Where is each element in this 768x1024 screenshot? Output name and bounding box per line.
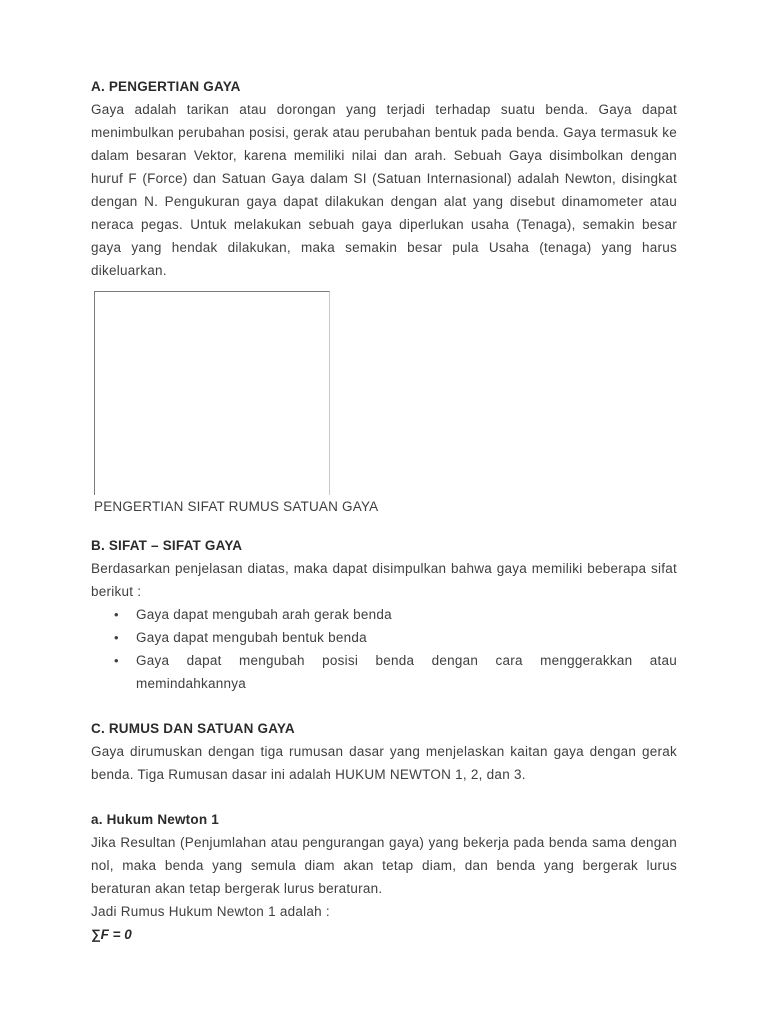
section-c-paragraph: Gaya dirumuskan dengan tiga rumusan dasar yang menjelaskan kaitan gaya dengan gerak benda. Tiga Rumusan dasar ini adalah HUKUM NEWTON 1, 2, dan 3.	[91, 744, 677, 782]
subsection-a-heading: a. Hukum Newton 1	[91, 812, 219, 827]
newton-1-formula: ∑F = 0	[91, 927, 132, 942]
section-b-paragraph: Berdasarkan penjelasan diatas, maka dapat disimpulkan bahwa gaya memiliki beberapa sifat berikut :	[91, 561, 677, 599]
list-item	[91, 649, 677, 695]
list-item	[91, 626, 677, 649]
list-item-text: Gaya dapat mengubah posisi benda dengan cara menggerakkan atau memindahkannya	[136, 653, 677, 691]
section-b-heading: B. SIFAT – SIFAT GAYA	[91, 538, 243, 553]
list-item-text: Gaya dapat mengubah bentuk benda	[136, 630, 367, 645]
figure-caption: PENGERTIAN SIFAT RUMUS SATUAN GAYA	[94, 499, 379, 514]
bullet-icon: •	[114, 607, 119, 622]
bullet-icon: •	[114, 653, 119, 668]
figure-image-placeholder	[94, 291, 330, 495]
bullet-icon: •	[114, 630, 119, 645]
subsection-a-paragraph: Jika Resultan (Penjumlahan atau pengurangan gaya) yang bekerja pada benda sama dengan nol, maka benda yang semula diam akan tetap diam, dan benda yang bergerak lurus beraturan akan tetap bergerak lurus beraturan.	[91, 835, 677, 896]
document-page	[91, 75, 677, 946]
list-item	[91, 603, 677, 626]
list-item-text: Gaya dapat mengubah arah gerak benda	[136, 607, 392, 622]
section-a-paragraph: Gaya adalah tarikan atau dorongan yang terjadi terhadap suatu benda. Gaya dapat menimbulkan perubahan posisi, gerak atau perubahan bentuk pada benda. Gaya termasuk ke dalam besaran Vektor, karena memiliki nilai dan arah. Sebuah Gaya disimbolkan dengan huruf F (Force) dan Satuan Gaya dalam SI (Satuan Internasional) adalah Newton, disingkat dengan N. Pengukuran gaya dapat dilakukan dengan alat yang disebut dinamometer atau neraca pegas. Untuk melakukan sebuah gaya diperlukan usaha (Tenaga), semakin besar gaya yang hendak dilakukan, maka semakin besar pula Usaha (tenaga) yang harus dikeluarkan.	[91, 102, 677, 278]
section-a-heading: A. PENGERTIAN GAYA	[91, 79, 241, 94]
section-c-heading: C. RUMUS DAN SATUAN GAYA	[91, 721, 295, 736]
sifat-gaya-list	[91, 603, 677, 695]
formula-intro: Jadi Rumus Hukum Newton 1 adalah :	[91, 904, 330, 919]
